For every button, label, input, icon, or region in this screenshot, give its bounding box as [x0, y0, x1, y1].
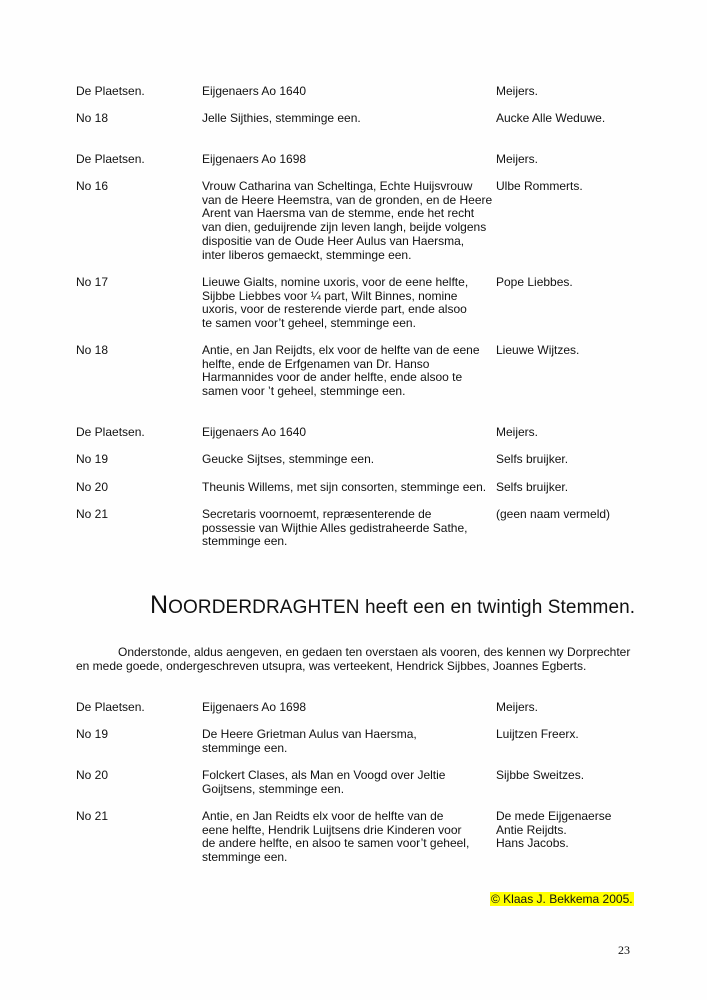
owner-text: Theunis Willems, met sijn consorten, stemminge een.: [202, 480, 487, 494]
tenant-text: Selfs bruijker.: [496, 480, 569, 494]
owner-text: De Heere Grietman Aulus van Haersma, stemminge een.: [202, 727, 417, 755]
owner-text: Secretaris voornoemt, repræsenterende de possessie van Wijthie Alles gedistraheerde Sathe, stemminge een.: [202, 507, 468, 549]
header-meijers: Meijers.: [496, 700, 539, 714]
header-meijers: Meijers.: [496, 152, 539, 166]
owner-text: Antie, en Jan Reijdts, elx voor de helfte van de eene helfte, ende de Erfgenamen van Dr. Hanso Harmannides voor de ander helfte, ende alsoo te samen voor ’t geheel, stemminge een.: [202, 343, 480, 399]
owner-text: Folckert Clases, als Man en Voogd over Jeltie Goijtsens, stemminge een.: [202, 768, 446, 796]
header-plaetsen: De Plaetsen.: [76, 84, 145, 98]
plaats-number: No 18: [76, 111, 109, 125]
owner-text: Antie, en Jan Reidts elx voor de helfte van de eene helfte, Hendrik Luijtsens drie Kinderen voor de andere helfte, en alsoo te samen voor’t geheel, stemminge een.: [202, 809, 470, 865]
plaats-number: No 17: [76, 275, 109, 289]
page-number: 23: [618, 943, 630, 957]
owner-text: Vrouw Catharina van Scheltinga, Echte Huijsvrouw van de Heere Heemstra, van de gronden, en de Heere Arent van Haersma van de stemme, ende het recht van dien, geduijrende zijn leven langh, beijde volgens dispositie van de Oude Heer Aulus van Haersma, inter liberos gemaeckt, stemminge een.: [202, 179, 493, 262]
copyright-notice: © Klaas J. Bekkema 2005.: [491, 892, 633, 906]
plaats-number: No 20: [76, 480, 109, 494]
owner-text: Geucke Sijtses, stemminge een.: [202, 452, 375, 466]
plaats-number: No 19: [76, 452, 109, 466]
tenant-text: De mede Eijgenaerse Antie Reijdts. Hans Jacobs.: [496, 809, 612, 851]
header-meijers: Meijers.: [496, 84, 539, 98]
intro-paragraph: Onderstonde, aldus aengeven, en gedaen ten overstaen als vooren, des kennen wy Dorprechter en mede goede, ondergeschreven utsupra, was verteekent, Hendrick Sijbbes, Joannes Egberts.: [76, 645, 631, 673]
header-eijgenaers: Eijgenaers Ao 1640: [202, 425, 307, 439]
tenant-text: Selfs bruijker.: [496, 452, 569, 466]
heading-text: OORDERDRAGHTEN heeft een en twintigh Stemmen.: [168, 597, 636, 618]
header-plaetsen: De Plaetsen.: [76, 700, 145, 714]
heading-initial: N: [150, 591, 169, 619]
plaats-number: No 19: [76, 727, 109, 741]
plaats-number: No 21: [76, 809, 109, 823]
header-meijers: Meijers.: [496, 425, 539, 439]
plaats-number: No 20: [76, 768, 109, 782]
tenant-text: Lieuwe Wijtzes.: [496, 343, 580, 357]
header-plaetsen: De Plaetsen.: [76, 152, 145, 166]
tenant-text: (geen naam vermeld): [496, 507, 611, 521]
tenant-text: Ulbe Rommerts.: [496, 179, 583, 193]
tenant-text: Sijbbe Sweitzes.: [496, 768, 585, 782]
plaats-number: No 18: [76, 343, 109, 357]
tenant-text: Pope Liebbes.: [496, 275, 573, 289]
owner-text: Lieuwe Gialts, nomine uxoris, voor de eene helfte, Sijbbe Liebbes voor ¼ part, Wilt Binnes, nomine uxoris, voor de resterende vierde part, ende alsoo te samen voor’t geheel, stemminge een.: [202, 275, 469, 331]
tenant-text: Aucke Alle Weduwe.: [496, 111, 606, 125]
section-heading: [150, 591, 635, 620]
header-eijgenaers: Eijgenaers Ao 1640: [202, 84, 307, 98]
owner-text: Jelle Sijthies, stemminge een.: [202, 111, 361, 125]
header-plaetsen: De Plaetsen.: [76, 425, 145, 439]
plaats-number: No 21: [76, 507, 109, 521]
header-eijgenaers: Eijgenaers Ao 1698: [202, 152, 307, 166]
tenant-text: Luijtzen Freerx.: [496, 727, 579, 741]
plaats-number: No 16: [76, 179, 109, 193]
header-eijgenaers: Eijgenaers Ao 1698: [202, 700, 307, 714]
